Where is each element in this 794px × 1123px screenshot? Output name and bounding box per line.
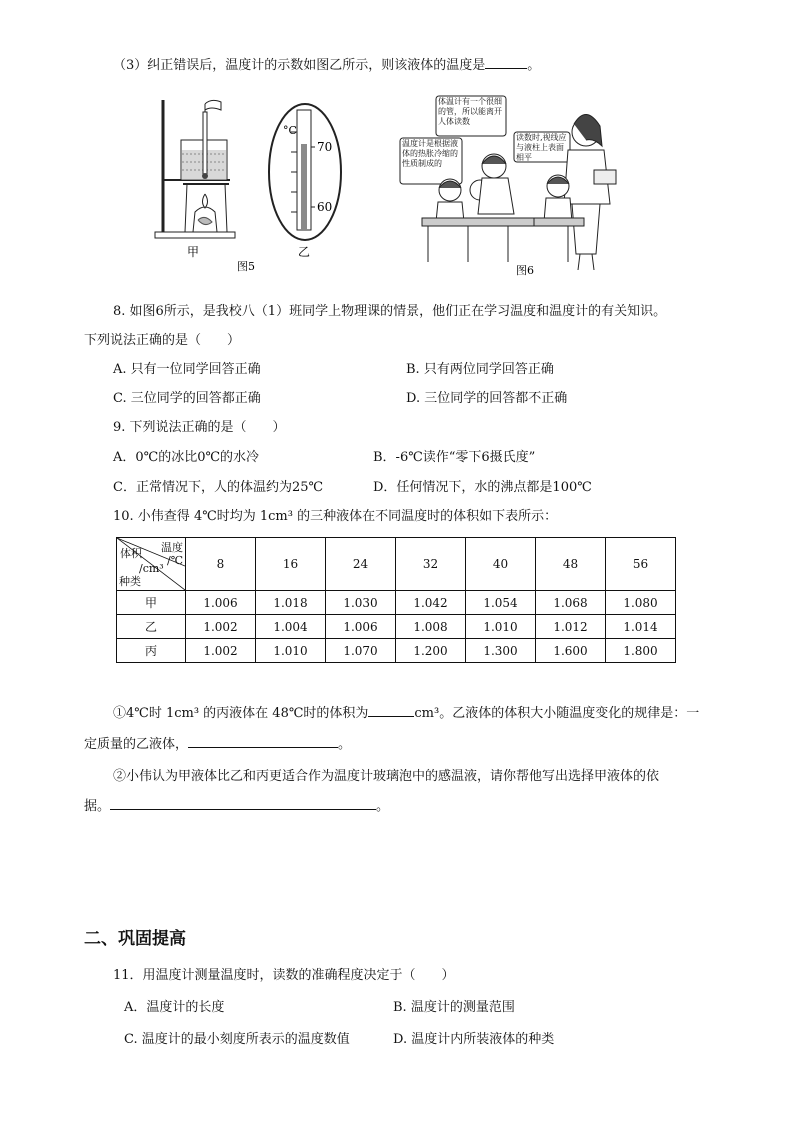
section2-heading: 二、巩固提高 — [84, 929, 186, 949]
bubble-3-text: 读数时,视线应与液柱上表面相平 — [516, 133, 567, 162]
q7-part3-end: 。 — [527, 58, 541, 73]
q11-option-b[interactable]: B. 温度计的测量范围 — [393, 1000, 515, 1015]
kind-cell: 丙 — [117, 639, 186, 663]
volume-table — [116, 537, 676, 663]
corner-temp-label: 温度 — [161, 541, 183, 554]
q10-part2-line2 — [84, 795, 389, 814]
q10-stem: 10. 小伟查得 4℃时均为 1cm³ 的三种液体在不同温度时的体积如下表所示： — [113, 509, 558, 524]
q10-part1-text-c: 定质量的乙液体， — [84, 737, 189, 752]
table-row — [117, 615, 676, 639]
value-cell: 1.042 — [396, 591, 466, 615]
temp-header-cell: 8 — [186, 538, 256, 591]
temp-header-cell: 40 — [466, 538, 536, 591]
kind-cell: 乙 — [117, 615, 186, 639]
value-cell: 1.004 — [256, 615, 326, 639]
q8-option-c[interactable]: C. 三位同学的回答都正确 — [113, 391, 261, 406]
q10-part2-line1: ②小伟认为甲液体比乙和丙更适合作为温度计玻璃泡中的感温液，请你帮他写出选择甲液体的依 — [113, 769, 660, 784]
fig5-unit-label: °C — [283, 124, 297, 137]
value-cell: 1.008 — [396, 615, 466, 639]
q8-line1: 8. 如图6所示，是我校八（1）班同学上物理课的情景，他们正在学习温度和温度计的有关知识。 — [113, 304, 667, 319]
q8-option-a[interactable]: A. 只有一位同学回答正确 — [113, 362, 261, 377]
value-cell: 1.070 — [326, 639, 396, 663]
q9-option-b[interactable]: B．-6℃读作“零下6摄氏度” — [373, 450, 536, 465]
fig5-caption: 图5 — [237, 260, 255, 273]
q10-part1-text-a: ①4℃时 1cm³ 的丙液体在 48℃时的体积为 — [113, 706, 369, 721]
value-cell: 1.010 — [256, 639, 326, 663]
value-cell: 1.200 — [396, 639, 466, 663]
corner-vol-unit: /cm³ — [139, 562, 164, 575]
q7-part3-answer-blank[interactable] — [485, 56, 527, 69]
value-cell: 1.600 — [536, 639, 606, 663]
q10-part1-text-b: cm³。乙液体的体积大小随温度变化的规律是：一 — [414, 706, 700, 721]
q11-option-c[interactable]: C. 温度计的最小刻度所表示的温度数值 — [124, 1032, 350, 1047]
temp-header-cell: 48 — [536, 538, 606, 591]
fig5-label-yi: 乙 — [298, 245, 311, 259]
q10-part1-blank-rule[interactable] — [188, 735, 338, 748]
q10-part1-blank-volume[interactable] — [368, 704, 414, 717]
q10-part1-line1 — [113, 702, 699, 721]
value-cell: 1.080 — [606, 591, 676, 615]
value-cell: 1.054 — [466, 591, 536, 615]
figure6 — [398, 94, 643, 280]
q11-option-a[interactable]: A．温度计的长度 — [124, 1000, 225, 1015]
value-cell: 1.068 — [536, 591, 606, 615]
value-cell: 1.800 — [606, 639, 676, 663]
q11-option-d[interactable]: D. 温度计内所装液体的种类 — [393, 1032, 555, 1047]
value-cell: 1.300 — [466, 639, 536, 663]
corner-kind-label: 种类 — [119, 575, 141, 588]
q10-part2-blank[interactable] — [110, 797, 376, 810]
value-cell: 1.010 — [466, 615, 536, 639]
fig5-label-jia: 甲 — [187, 245, 200, 259]
q9-option-c[interactable]: C．正常情况下，人的体温约为25℃ — [113, 480, 324, 495]
corner-temp-unit: /℃ — [167, 554, 184, 567]
q10-part2-end: 。 — [376, 799, 390, 814]
fig6-caption: 图6 — [516, 264, 534, 277]
temp-header-cell: 56 — [606, 538, 676, 591]
q8-line2: 下列说法正确的是（ ） — [84, 333, 241, 348]
value-cell: 1.002 — [186, 615, 256, 639]
value-cell: 1.014 — [606, 615, 676, 639]
q10-part1-end: 。 — [338, 737, 352, 752]
stand-apparatus-illustration — [155, 100, 235, 238]
value-cell: 1.018 — [256, 591, 326, 615]
q10-part1-line2 — [84, 733, 351, 752]
q8-option-b[interactable]: B. 只有两位同学回答正确 — [406, 362, 554, 377]
kind-cell: 甲 — [117, 591, 186, 615]
value-cell: 1.012 — [536, 615, 606, 639]
figure5 — [145, 92, 360, 277]
q9-stem: 9. 下列说法正确的是（ ） — [113, 420, 286, 435]
q9-option-d[interactable]: D．任何情况下，水的沸点都是100℃ — [373, 480, 592, 495]
q7-part3-text: （3）纠正错误后，温度计的示数如图乙所示，则该液体的温度是 — [113, 58, 486, 73]
q7-part3-line — [113, 54, 540, 73]
q10-part2-text: 据。 — [84, 799, 111, 814]
temp-header-cell: 32 — [396, 538, 466, 591]
bubble-1-text: 体温计有一个很细的管，所以能离开人体读数 — [438, 97, 502, 126]
table-corner-cell — [117, 538, 186, 591]
table-header-row — [117, 538, 676, 591]
q9-option-a[interactable]: A．0℃的冰比0℃的水冷 — [113, 450, 260, 465]
value-cell: 1.006 — [186, 591, 256, 615]
value-cell: 1.006 — [326, 615, 396, 639]
corner-vol-label: 体积 — [120, 547, 142, 560]
fig5-tick-60: 60 — [317, 200, 333, 214]
q11-stem: 11．用温度计测量温度时，读数的准确程度决定于（ ） — [113, 968, 455, 983]
table-row — [117, 591, 676, 615]
temp-header-cell: 24 — [326, 538, 396, 591]
fig5-tick-70: 70 — [317, 140, 333, 154]
table-row — [117, 639, 676, 663]
q8-option-d[interactable]: D. 三位同学的回答都不正确 — [406, 391, 568, 406]
value-cell: 1.030 — [326, 591, 396, 615]
bubble-2-text: 温度计是根据液体的热胀冷缩的性质制成的 — [402, 139, 458, 168]
value-cell: 1.002 — [186, 639, 256, 663]
temp-header-cell: 16 — [256, 538, 326, 591]
thermometer-closeup-illustration — [269, 104, 341, 240]
